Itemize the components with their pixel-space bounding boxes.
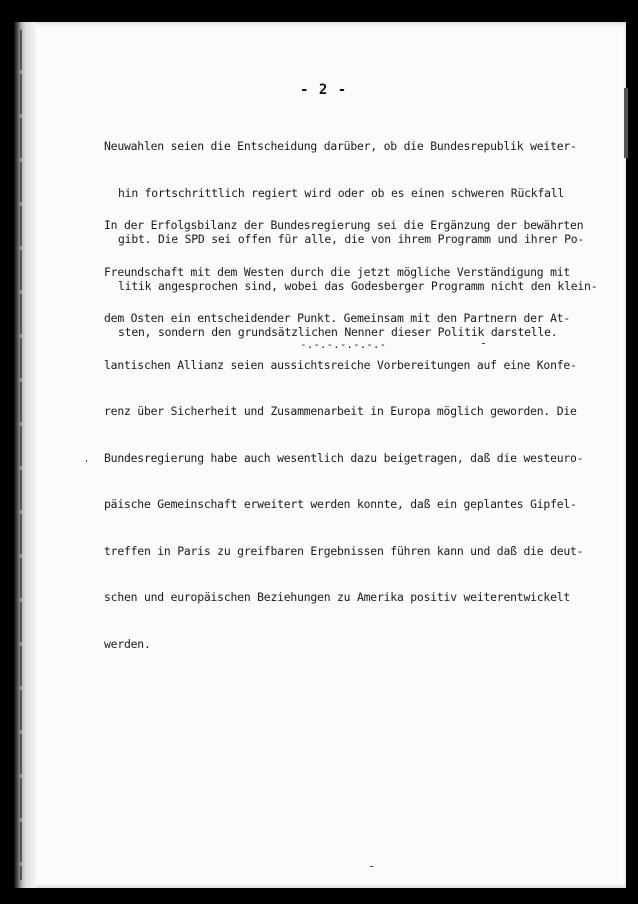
paragraph-line: In der Erfolgsbilanz der Bundesregierung sei die Ergänzung der bewährten — [104, 218, 584, 232]
binding-shadow — [20, 30, 22, 880]
paragraph-line: werden. — [104, 636, 151, 651]
paragraph-line: sten, sondern den grundsätzlichen Nenner dieser Politik darstelle. — [118, 325, 558, 339]
paragraph-line: hin fortschrittlich regiert wird oder ob es einen schweren Rückfall — [118, 185, 565, 200]
paragraph-line: litik angesprochen sind, wobei das Godesberger Programm nicht den klein- — [118, 278, 598, 293]
paragraph-2 — [104, 187, 634, 668]
scan-speck — [370, 866, 373, 867]
section-separator: -.-.-.-.-.-.- — [300, 338, 387, 351]
scan-speck — [482, 343, 485, 344]
paragraph-line: Freundschaft mit dem Westen durch die jetzt mögliche Verständigung mit — [104, 264, 571, 279]
binding-edge — [14, 22, 36, 888]
paragraph-line: päische Gemeinschaft erweitert werden konnte, daß ein geplantes Gipfel- — [104, 497, 577, 511]
paragraph-line: renz über Sicherheit und Zusammenarbeit in Europa möglich geworden. Die — [104, 404, 577, 418]
paragraph-line: lantischen Allianz seien aussichtsreiche Vorbereitungen auf eine Konfe- — [104, 357, 577, 372]
scan-speck — [86, 460, 87, 462]
paragraph-line: schen und europäischen Beziehungen zu Amerika positiv weiterentwickelt — [104, 590, 571, 604]
page-number: - 2 - — [300, 82, 348, 98]
paragraph-line: dem Osten ein entscheidender Punkt. Gemeinsam mit den Partnern der At- — [104, 311, 571, 325]
paragraph-line: gibt. Die SPD sei offen für alle, die von ihrem Programm und ihrer Po- — [118, 232, 585, 246]
paragraph-line: Neuwahlen seien die Entscheidung darüber, ob die Bundesrepublik weiter- — [104, 139, 577, 153]
paragraph-line: Bundesregierung habe auch wesentlich dazu beigetragen, daß die westeuro- — [104, 450, 584, 465]
paragraph-line: treffen in Paris zu greifbaren Ergebnissen führen kann und daß die deut- — [104, 543, 584, 558]
